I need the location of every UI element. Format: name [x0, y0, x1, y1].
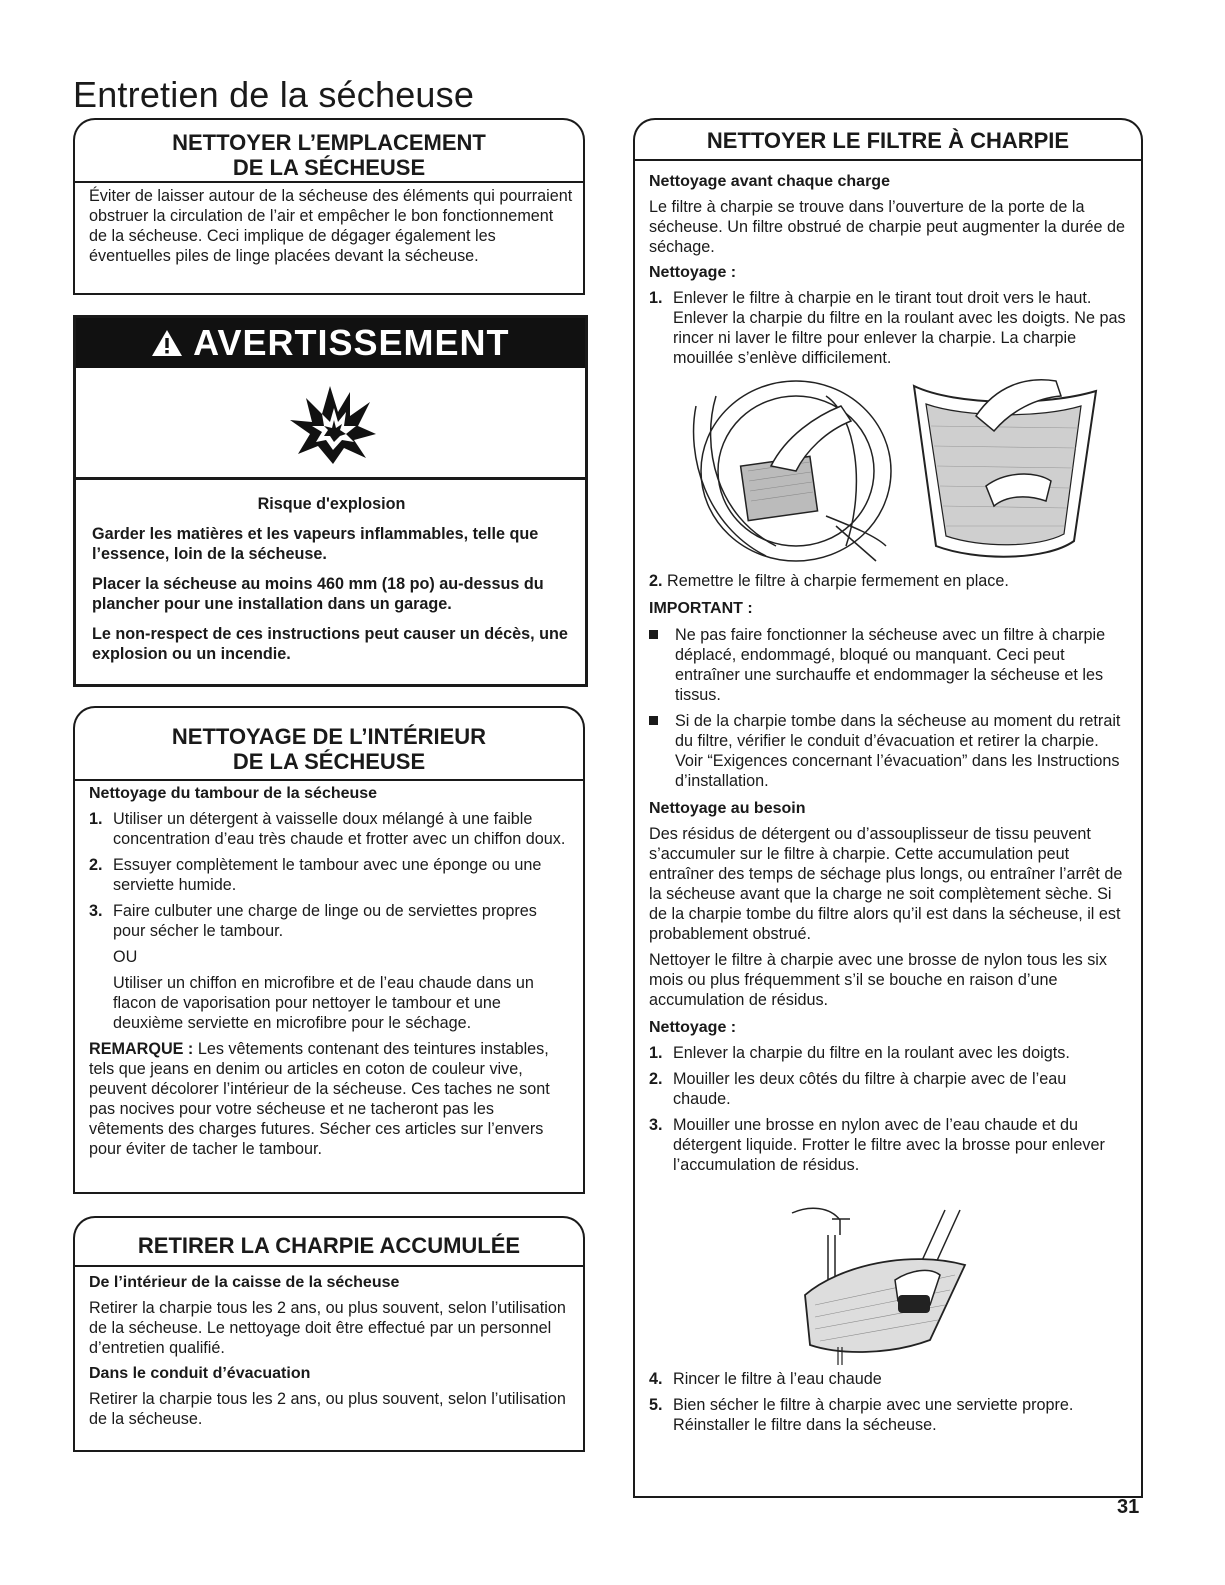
section-body-top	[649, 172, 1127, 374]
warning-box	[73, 315, 588, 687]
step-text: Remettre le filtre à charpie fermement en place.	[667, 572, 1009, 590]
heading-line: NETTOYER L’EMPLACEMENT	[172, 130, 486, 155]
subheading: Nettoyage du tambour de la sécheuse	[89, 785, 378, 802]
warning-line: Placer la sécheuse au moins 460 mm (18 po) au-dessus du plancher pour une installation dans un garage.	[92, 575, 544, 613]
paragraph: Nettoyer le filtre à charpie avec une brosse de nylon tous les six mois ou plus fréquemment s’il se bouche en raison d’une accumulation de résidus.	[649, 951, 1107, 1009]
list-item	[89, 809, 569, 849]
section-heading: RETIRER LA CHARPIE ACCUMULÉE	[137, 1233, 521, 1258]
warning-banner	[76, 318, 585, 368]
step-text: Enlever la charpie du filtre en la roulant avec les doigts.	[673, 1044, 1070, 1062]
important-label: IMPORTANT :	[649, 600, 753, 617]
list-item	[89, 855, 569, 895]
warning-triangle-icon	[151, 322, 193, 363]
steps-list	[649, 288, 1127, 368]
step-number: 3.	[89, 902, 103, 920]
subheading: Nettoyage au besoin	[649, 800, 806, 817]
lint-filter-illustration	[676, 376, 1112, 566]
step-text: Essuyer complètement le tambour avec une éponge ou une serviette humide.	[113, 856, 542, 894]
divider	[73, 1265, 585, 1267]
list-item	[649, 1369, 1127, 1389]
section-heading	[73, 130, 585, 180]
paragraph: Retirer la charpie tous les 2 ans, ou plus souvent, selon l’utilisation de la sécheuse.	[89, 1390, 566, 1428]
page-title: Entretien de la sécheuse	[73, 74, 475, 115]
subheading: Nettoyage avant chaque charge	[649, 173, 890, 190]
step-number: 5.	[649, 1396, 663, 1414]
explosion-icon	[288, 384, 378, 471]
heading-line: DE LA SÉCHEUSE	[232, 155, 426, 180]
step-number: 3.	[649, 1116, 663, 1134]
step-number: 1.	[649, 289, 663, 307]
list-item	[649, 288, 1127, 368]
step-text: Faire culbuter une charge de linge ou de serviettes propres pour sécher le tambour.	[113, 902, 537, 940]
heading-line: DE LA SÉCHEUSE	[232, 749, 426, 774]
steps-list	[89, 809, 569, 941]
step-text: Enlever le filtre à charpie en le tirant tout droit vers le haut. Enlever la charpie du filtre en la roulant avec les doigts. Ne pas rincer ni laver le filtre pour enlever la charpie. La charpie mouillée s’enlève difficilement.	[673, 289, 1126, 367]
step-2	[649, 571, 1127, 591]
section-body	[89, 784, 569, 1165]
or-text: OU	[113, 948, 138, 966]
step-text: Utiliser un détergent à vaisselle doux mélangé à une faible concentration d’eau très chaude et frotter avec un chiffon doux.	[113, 810, 566, 848]
remark	[89, 1039, 569, 1159]
list-item	[89, 901, 569, 941]
list-item	[649, 1395, 1127, 1435]
warning-banner-label: AVERTISSEMENT	[193, 322, 510, 363]
brush-filter-illustration	[780, 1205, 980, 1365]
step-number: 2.	[649, 572, 663, 590]
subheading: Dans le conduit d’évacuation	[89, 1365, 311, 1382]
step-text: Rincer le filtre à l’eau chaude	[673, 1370, 882, 1388]
bullet-square-icon	[649, 630, 658, 639]
step-number: 4.	[649, 1370, 663, 1388]
steps-list	[649, 1369, 1127, 1435]
warning-line: Garder les matières et les vapeurs inflammables, telle que l’essence, loin de la sécheuse.	[92, 525, 539, 563]
step-text: Bien sécher le filtre à charpie avec une serviette propre. Réinstaller le filtre dans la sécheuse.	[673, 1396, 1074, 1434]
section-body	[89, 1273, 569, 1435]
list-item	[649, 625, 1127, 705]
list-item	[649, 1115, 1127, 1175]
paragraph: Retirer la charpie tous les 2 ans, ou plus souvent, selon l’utilisation de la sécheuse. Le nettoyage doit être effectué par un personnel d’entretien qualifié.	[89, 1299, 566, 1357]
step-number: 1.	[89, 810, 103, 828]
step-text: Mouiller une brosse en nylon avec de l’eau chaude et du détergent liquide. Frotter le filtre avec la brosse pour enlever l’accumulation de résidus.	[673, 1116, 1105, 1174]
step-number: 2.	[649, 1070, 663, 1088]
list-item	[649, 1043, 1127, 1063]
section-heading	[73, 724, 585, 774]
divider	[73, 181, 585, 183]
warning-risk: Risque d'explosion	[257, 495, 406, 513]
step-text: Mouiller les deux côtés du filtre à charpie avec de l’eau chaude.	[673, 1070, 1067, 1108]
important-list	[649, 625, 1127, 791]
section-body-mid	[649, 571, 1127, 1181]
heading-line: NETTOYAGE DE L’INTÉRIEUR	[171, 724, 487, 749]
warning-text	[92, 494, 571, 674]
step-number: 1.	[649, 1044, 663, 1062]
list-item	[649, 1069, 1127, 1109]
bullet-text: Ne pas faire fonctionner la sécheuse avec un filtre à charpie déplacé, endommagé, bloqué ou manquant. Ceci peut entraîner une surchauffe et endommager la sécheuse et les tissus.	[675, 626, 1106, 704]
warning-icon-area	[76, 368, 585, 480]
steps-list	[649, 1043, 1127, 1175]
subheading: Nettoyage :	[649, 264, 737, 281]
warning-line: Le non-respect de ces instructions peut causer un décès, une explosion ou un incendie.	[92, 625, 568, 663]
step-number: 2.	[89, 856, 103, 874]
paragraph: Des résidus de détergent ou d’assouplisseur de tissu peuvent s’accumuler sur le filtre à charpie. Cette accumulation peut entraîner des temps de séchage plus longs, ou entraîner l’arrêt de la sécheuse avant que la charge ne soit complètement sèche. Si de la charpie tombe du filtre alors qu’il est dans la sécheuse, il est probablement obstrué.	[649, 825, 1123, 943]
divider	[73, 779, 585, 781]
alt-text: Utiliser un chiffon en microfibre et de l’eau chaude dans un flacon de vaporisation pour nettoyer le tambour et une deuxième serviette en microfibre pour le séchage.	[113, 974, 534, 1032]
bullet-text: Si de la charpie tombe dans la sécheuse au moment du retrait du filtre, vérifier le conduit d’évacuation et retirer la charpie. Voir “Exigences concernant l’évacuation” dans les Instructions d’installation.	[675, 712, 1121, 790]
subheading: De l’intérieur de la caisse de la sécheuse	[89, 1274, 400, 1291]
remark-text: Les vêtements contenant des teintures instables, tels que jeans en denim ou articles en coton de couleur vive, peuvent décolorer l’intérieur de la sécheuse. Ces taches ne sont pas nocives pour votre sécheuse et ne tacheront pas les vêtements des charges futures. Sécher ces articles sur l’envers pour éviter de tacher le tambour.	[89, 1040, 550, 1158]
section-heading: NETTOYER LE FILTRE À CHARPIE	[706, 128, 1070, 153]
paragraph: Le filtre à charpie se trouve dans l’ouverture de la porte de la sécheuse. Un filtre obstrué de charpie peut augmenter la durée de séchage.	[649, 198, 1126, 256]
section-body-bottom	[649, 1369, 1127, 1441]
list-item	[649, 711, 1127, 791]
subheading: Nettoyage :	[649, 1019, 737, 1036]
divider	[633, 159, 1143, 161]
bullet-square-icon	[649, 716, 658, 725]
remark-label: REMARQUE :	[89, 1040, 194, 1058]
section-text: Éviter de laisser autour de la sécheuse des éléments qui pourraient obstruer la circulation de l’air et empêcher le bon fonctionnement de la sécheuse. Ceci implique de dégager également les éventuelles piles de linge placées devant la sécheuse.	[89, 187, 573, 265]
page-number: 31	[1117, 1496, 1140, 1518]
